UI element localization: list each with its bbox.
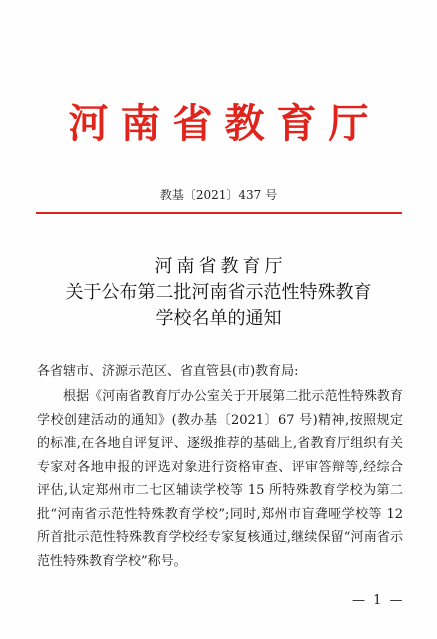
body-paragraph: 根据《河南省教育厅办公室关于开展第二批示范性特殊教育学校创建活动的通知》(教办基〔2021〕67 号)精神,按照规定的标准,在各地自评复评、逐级推荐的基础上,省教育厅组织有关专家对各地申报的评选对象进行资格审查、评审答辩等,经综合评估,认定郑州市二七区辅读学校等 15 所特殊教育学校为第二批“河南省示范性特殊教育学校”;同时,郑州市盲聋哑学校等 12 所首批示范性特殊教育学校经专家复核通过,继续保留“河南省示范性特殊教育学校”称号。 (37, 389, 403, 569)
masthead-title: 河南省教育厅 (68, 100, 381, 147)
page-number: — 1 — (352, 593, 405, 608)
red-divider-line (36, 212, 402, 214)
salutation: 各省辖市、济源示范区、省直管县(市)教育局: (37, 364, 299, 379)
document-number: 教基〔2021〕437 号 (159, 188, 278, 202)
notice-title-issuer: 河南省教育厅 (154, 256, 287, 277)
notice-title-line-2: 关于公布第二批河南省示范性特殊教育 (65, 282, 372, 303)
notice-title-line-3: 学校名单的通知 (155, 308, 282, 329)
